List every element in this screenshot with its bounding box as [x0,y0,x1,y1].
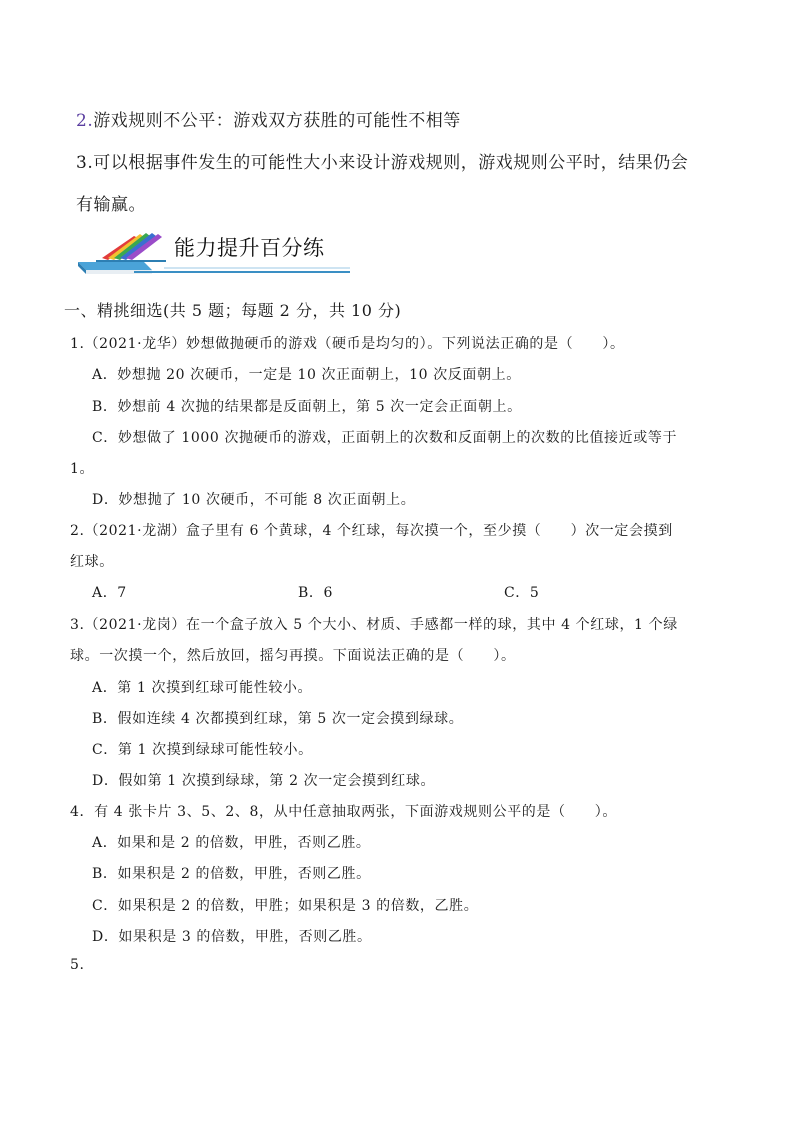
section-heading: 一、精挑细选(共 5 题；每题 2 分，共 10 分) [64,301,402,320]
q3-stem-cont: 球。一次摸一个，然后放回，摇匀再摸。下面说法正确的是（ ）。 [70,648,516,664]
q1-option-d: D．妙想抛了 10 次硬币，不可能 8 次正面朝上。 [92,492,416,508]
q4-option-d: D．如果积是 3 的倍数，甲胜，否则乙胜。 [92,929,372,945]
q1-option-c-cont: 1。 [70,461,95,477]
banner-title: 能力提升百分练 [174,236,325,260]
intro-line-3b: 有输赢。 [76,195,146,215]
q3-option-b: B．假如连续 4 次都摸到红球，第 5 次一定会摸到绿球。 [92,711,464,727]
q1-option-a: A．妙想抛 20 次硬币，一定是 10 次正面朝上，10 次反面朝上。 [92,367,521,383]
section-banner [74,228,354,278]
q5-stem: 5. [70,957,85,973]
intro-line-3a: 3.可以根据事件发生的可能性大小来设计游戏规则，游戏规则公平时，结果仍会 [76,153,689,173]
intro-line-2-number: 2. [76,111,94,131]
q3-option-d: D．假如第 1 次摸到绿球，第 2 次一定会摸到红球。 [92,773,436,789]
q3-stem: 3.（2021·龙岗）在一个盒子放入 5 个大小、材质、手感都一样的球，其中 4 个红球，1 个绿 [70,617,678,633]
q1-option-b: B．妙想前 4 次抛的结果都是反面朝上，第 5 次一定会正面朝上。 [92,399,522,415]
q2-option-c: C．5 [504,585,540,601]
q2-stem: 2.（2021·龙湖）盒子里有 6 个黄球，4 个红球，每次摸一个，至少摸（ ）次一定会摸到 [70,523,673,539]
q1-option-c: C．妙想做了 1000 次抛硬币的游戏，正面朝上的次数和反面朝上的次数的比值接近或等于 [92,430,678,446]
q3-option-c: C．第 1 次摸到绿球可能性较小。 [92,742,313,758]
q2-option-a: A．7 [92,585,127,601]
q1-stem: 1.（2021·龙华）妙想做抛硬币的游戏（硬币是均匀的）。下列说法正确的是（ ）。 [70,336,625,352]
q2-option-b: B．6 [298,585,333,601]
intro-line-2-text: 游戏规则不公平：游戏双方获胜的可能性不相等 [93,111,461,131]
q4-option-b: B．如果积是 2 的倍数，甲胜，否则乙胜。 [92,866,371,882]
q2-stem-cont: 红球。 [70,554,114,570]
q4-option-c: C．如果积是 2 的倍数，甲胜；如果积是 3 的倍数，乙胜。 [92,898,479,914]
q4-stem: 4．有 4 张卡片 3、5、2、8，从中任意抽取两张，下面游戏规则公平的是（ ）。 [70,804,617,820]
intro-line-2 [76,106,461,131]
q4-option-a: A．如果和是 2 的倍数，甲胜，否则乙胜。 [92,835,371,851]
q3-option-a: A．第 1 次摸到红球可能性较小。 [92,680,313,696]
